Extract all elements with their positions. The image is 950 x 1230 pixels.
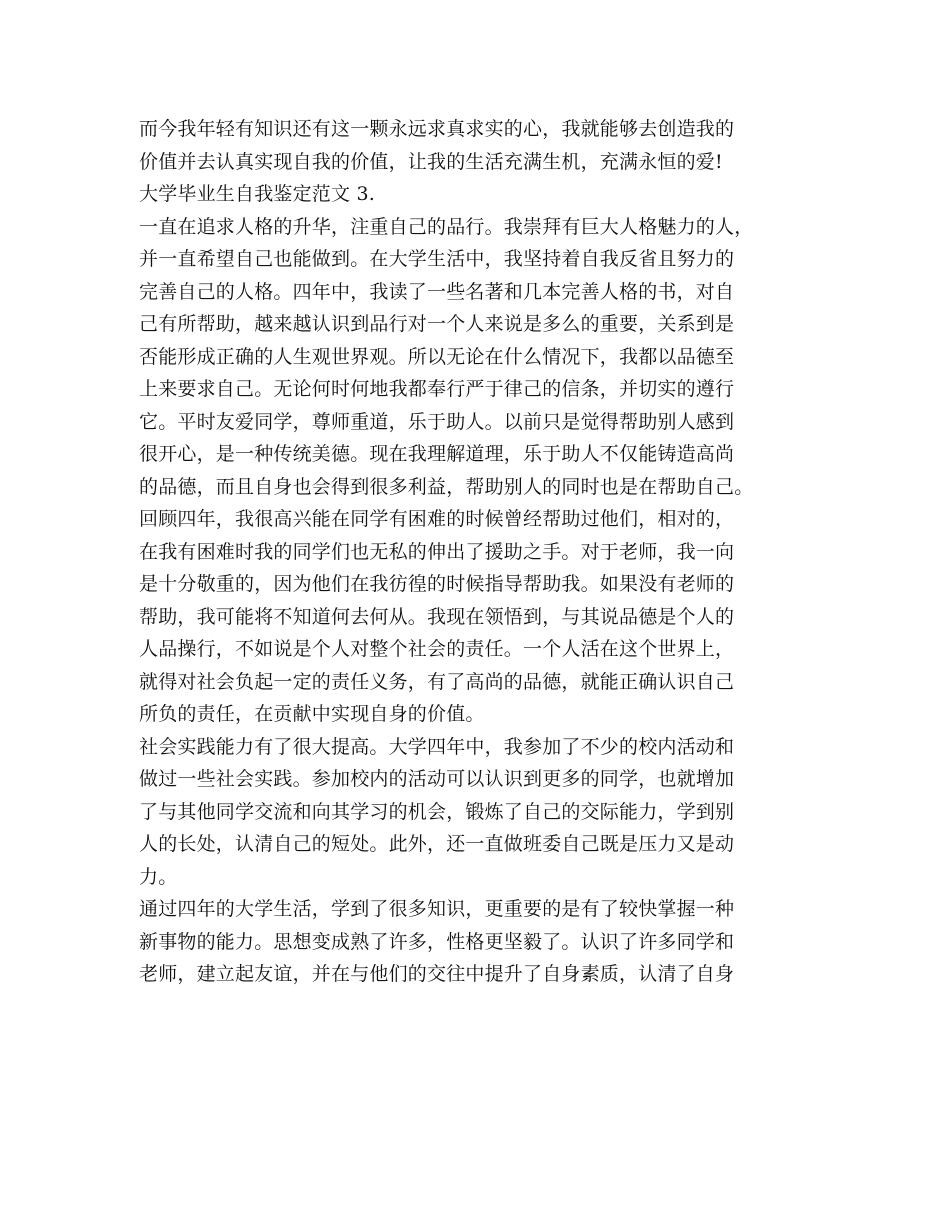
text-line: 己有所帮助，越来越认识到品行对一个人来说是多么的重要，关系到是	[139, 313, 735, 335]
text-line: 社会实践能力有了很大提高。大学四年中，我参加了不少的校内活动和	[139, 735, 735, 758]
text-line: 所负的责任，在贡献中实现自身的价值。	[139, 703, 485, 725]
text-line: 它。平时友爱同学，尊师重道，乐于助人。以前只是觉得帮助别人感到	[139, 410, 735, 433]
text-line: 人品操行，不如说是个人对整个社会的责任。一个人活在这个世界上，	[139, 638, 735, 660]
text-line: 在我有困难时我的同学们也无私的伸出了援助之手。对于老师，我一向	[139, 540, 735, 563]
text-line: 人的长处，认清自己的短处。此外，还一直做班委自己既是压力又是动	[139, 833, 735, 855]
text-line: 新事物的能力。思想变成熟了许多，性格更坚毅了。认识了许多同学和	[139, 930, 735, 953]
text-line: 完善自己的人格。四年中，我读了一些名著和几本完善人格的书，对自	[139, 280, 735, 303]
section-heading: 大学毕业生自我鉴定范文 3.	[139, 183, 375, 205]
text-line: 就得对社会负起一定的责任义务，有了高尚的品德，就能正确认识自己	[139, 670, 735, 693]
text-line: 通过四年的大学生活，学到了很多知识，更重要的是有了较快掌握一种	[139, 898, 735, 920]
text-line: 的品德，而且自身也会得到很多利益，帮助别人的同时也是在帮助自己。	[139, 475, 754, 498]
document-body	[139, 113, 829, 991]
text-line: 回顾四年，我很高兴能在同学有困难的时候曾经帮助过他们，相对的，	[139, 508, 735, 530]
text-line: 是十分敬重的，因为他们在我彷徨的时候指导帮助我。如果没有老师的	[139, 573, 735, 595]
text-line: 上来要求自己。无论何时何地我都奉行严于律己的信条，并切实的遵行	[139, 378, 735, 400]
text-line: 做过一些社会实践。参加校内的活动可以认识到更多的同学，也就增加	[139, 768, 735, 790]
text-line: 否能形成正确的人生观世界观。所以无论在什么情况下，我都以品德至	[139, 345, 735, 368]
text-line: 一直在追求人格的升华，注重自己的品行。我崇拜有巨大人格魅力的人，	[139, 215, 754, 238]
text-line: 力。	[139, 865, 178, 888]
text-line: 并一直希望自己也能做到。在大学生活中，我坚持着自我反省且努力的	[139, 248, 735, 270]
text-line: 帮助，我可能将不知道何去何从。我现在领悟到，与其说品德是个人的	[139, 605, 735, 628]
text-line: 了与其他同学交流和向其学习的机会，锻炼了自己的交际能力，学到别	[139, 800, 735, 823]
text-line: 而今我年轻有知识还有这一颗永远求真求实的心，我就能够去创造我的	[139, 118, 735, 140]
text-line: 老师，建立起友谊，并在与他们的交往中提升了自身素质，认清了自身	[139, 963, 735, 985]
text-line: 很开心，是一种传统美德。现在我理解道理，乐于助人不仅能铸造高尚	[139, 443, 735, 465]
text-line: 价值并去认真实现自我的价值，让我的生活充满生机，充满永恒的爱!	[139, 150, 723, 173]
